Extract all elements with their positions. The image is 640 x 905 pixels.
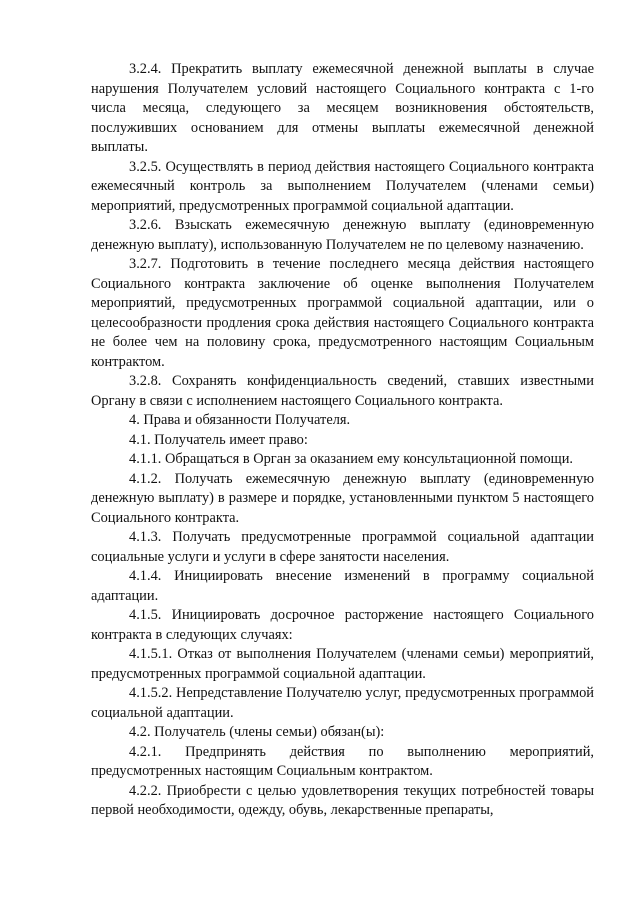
paragraph-4-1-5-1: 4.1.5.1. Отказ от выполнения Получателем (членами семьи) мероприятий, предусмотренных программой социальной адаптации.	[91, 646, 594, 682]
paragraph-3-2-6: 3.2.6. Взыскать ежемесячную денежную выплату (единовременную денежную выплату), использованную Получателем не по целевому назначению.	[91, 217, 594, 253]
paragraph-3-2-5: 3.2.5. Осуществлять в период действия настоящего Социального контракта ежемесячный контроль за выполнением Получателем (членами семьи) мероприятий, предусмотренных программой социальной адаптации.	[91, 158, 594, 214]
paragraph-4-2: 4.2. Получатель (члены семьи) обязан(ы):	[129, 724, 385, 740]
paragraph-4-1-4: 4.1.4. Инициировать внесение изменений в программу социальной адаптации.	[91, 568, 594, 604]
paragraph-3-2-7: 3.2.7. Подготовить в течение последнего месяца действия настоящего Социального контракта заключение об оценке выполнения Получателем мероприятий, предусмотренных программой социальной адаптации, или о целесообразности продления срока действия настоящего Социального контракта не более чем на половину срока, предусмотренного настоящим Социальным контрактом.	[91, 256, 594, 370]
paragraph-4-1-2: 4.1.2. Получать ежемесячную денежную выплату (единовременную денежную выплату) в размере и порядке, установленными пунктом 5 настоящего Социального контракта.	[91, 470, 594, 526]
paragraph-4-2-1: 4.2.1. Предпринять действия по выполнению мероприятий, предусмотренных настоящим Социальным контрактом.	[91, 743, 594, 779]
paragraph-4-1-5: 4.1.5. Инициировать досрочное расторжение настоящего Социального контракта в следующих случаях:	[91, 607, 594, 643]
paragraph-4-1-1: 4.1.1. Обращаться в Орган за оказанием ему консультационной помощи.	[129, 451, 574, 467]
document-page	[91, 60, 594, 821]
section-heading-4: 4. Права и обязанности Получателя.	[129, 412, 351, 428]
paragraph-3-2-8: 3.2.8. Сохранять конфиденциальность сведений, ставших известными Органу в связи с исполнением настоящего Социального контракта.	[91, 373, 594, 409]
paragraph-3-2-4: 3.2.4. Прекратить выплату ежемесячной денежной выплаты в случае нарушения Получателем условий настоящего Социального контракта с 1-го числа месяца, следующего за месяцем возникновения обстоятельств, послуживших основанием для отмены выплаты ежемесячной денежной выплаты.	[91, 61, 594, 155]
paragraph-4-1-5-2: 4.1.5.2. Непредставление Получателю услуг, предусмотренных программой социальной адаптации.	[91, 685, 594, 721]
paragraph-4-2-2: 4.2.2. Приобрести с целью удовлетворения текущих потребностей товары первой необходимости, одежду, обувь, лекарственные препараты,	[91, 782, 594, 818]
paragraph-4-1-3: 4.1.3. Получать предусмотренные программой социальной адаптации социальные услуги и услуги в сфере занятости населения.	[91, 529, 594, 565]
paragraph-4-1: 4.1. Получатель имеет право:	[129, 431, 308, 448]
